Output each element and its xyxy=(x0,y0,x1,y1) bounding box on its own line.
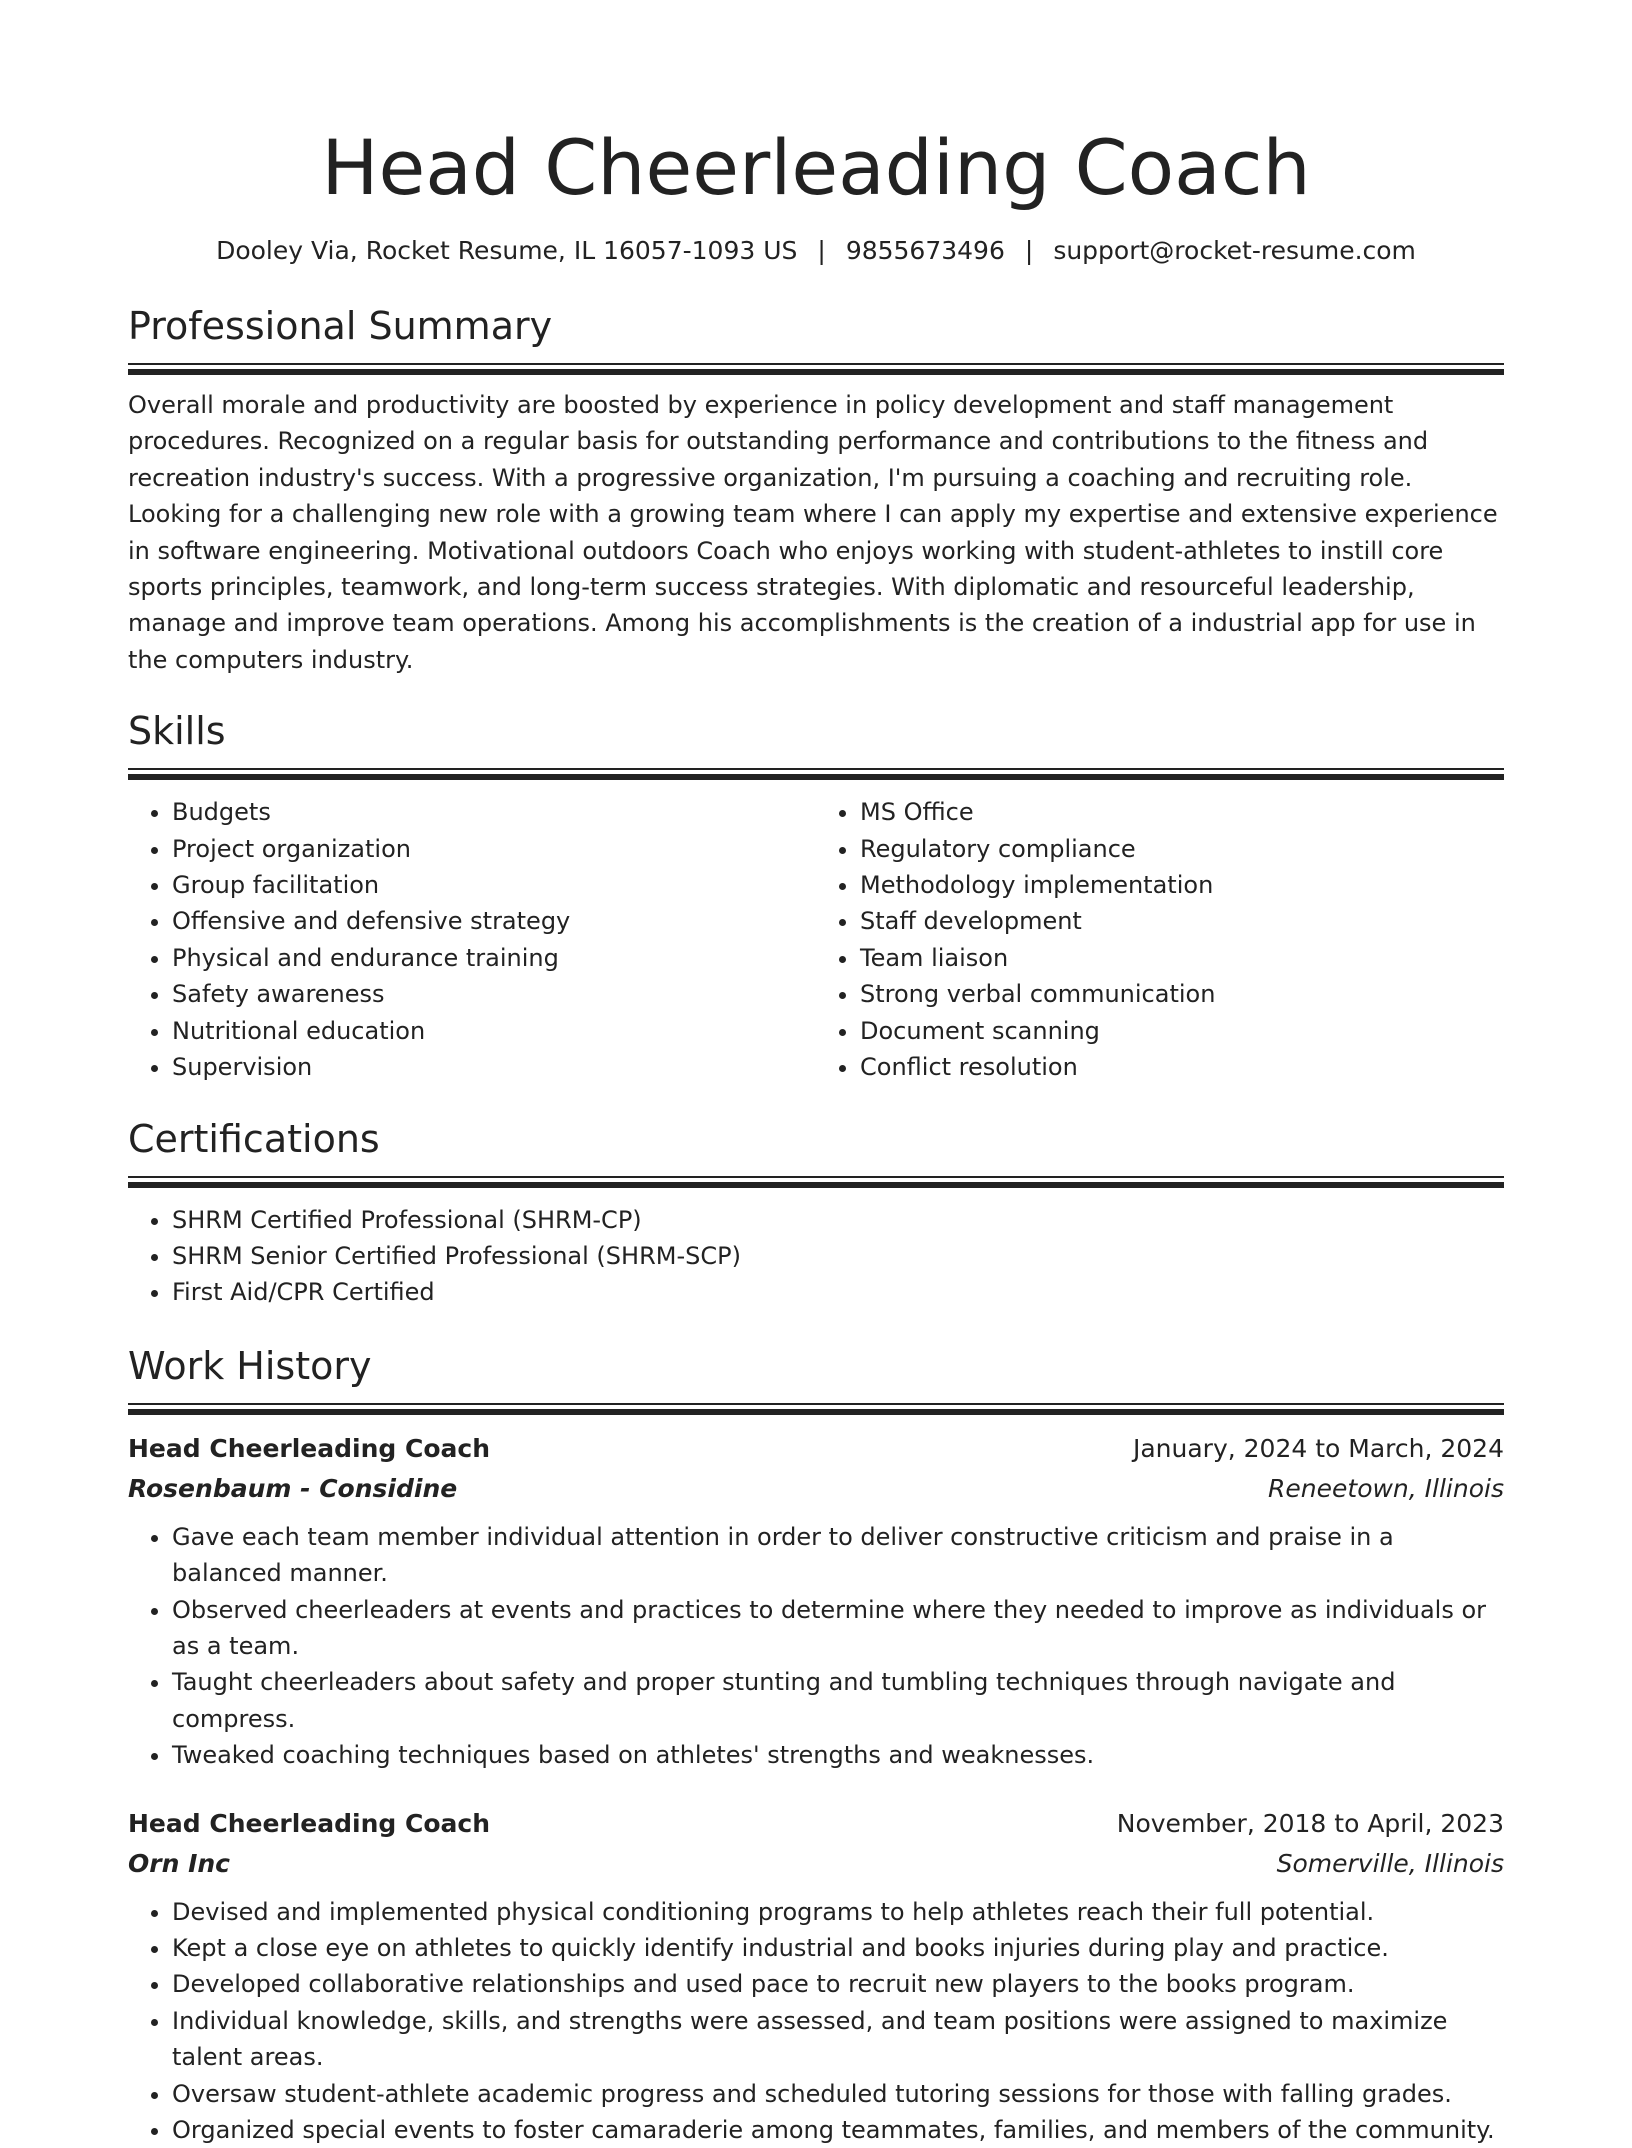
certifications-heading: Certifications xyxy=(128,1116,380,1161)
skill-item: • Conflict resolution xyxy=(860,1049,1504,1085)
certifications-list xyxy=(128,1202,1504,1311)
certification-item: • SHRM Certified Professional (SHRM-CP) xyxy=(172,1202,1504,1238)
job-bullet: • Devised and implemented physical conditioning programs to help athletes reach their full potential. xyxy=(172,1894,1504,1930)
summary-heading: Professional Summary xyxy=(128,304,553,348)
work-history-section xyxy=(128,1341,1504,2148)
job-bullet: • Gave each team member individual attention in order to deliver constructive criticism and praise in a balanced manner. xyxy=(172,1519,1504,1592)
skills-list-left xyxy=(128,794,816,1085)
job-title: Head Cheerleading Coach xyxy=(128,1433,490,1463)
skills-heading: Skills xyxy=(128,709,226,754)
skill-item: • Strong verbal communication xyxy=(860,976,1504,1012)
job-title: Head Cheerleading Coach xyxy=(128,1808,490,1838)
contact-separator: | xyxy=(1024,236,1034,265)
section-divider xyxy=(128,1403,1504,1415)
resume-page xyxy=(128,0,1504,2148)
skill-item: • Physical and endurance training xyxy=(172,940,816,976)
skills-columns xyxy=(128,794,1504,1085)
skill-item: • Group facilitation xyxy=(172,867,816,903)
contact-address: Dooley Via, Rocket Resume, IL 16057-1093 US xyxy=(216,236,798,265)
skill-item: • MS Office xyxy=(860,794,1504,830)
skill-item: • Project organization xyxy=(172,831,816,867)
skill-item: • Supervision xyxy=(172,1049,816,1085)
job-bullet: • Taught cheerleaders about safety and proper stunting and tumbling techniques through navigate and compress. xyxy=(172,1664,1504,1737)
skill-item: • Staff development xyxy=(860,903,1504,939)
contact-email[interactable]: support@rocket-resume.com xyxy=(1053,236,1416,265)
job-bullet: • Kept a close eye on athletes to quickly identify industrial and books injuries during play and practice. xyxy=(172,1930,1504,1966)
job-bullets xyxy=(128,1519,1504,1774)
job-bullet: • Oversaw student-athlete academic progress and scheduled tutoring sessions for those with falling grades. xyxy=(172,2076,1504,2112)
job-dates: November, 2018 to April, 2023 xyxy=(1116,1808,1504,1838)
certification-item: • First Aid/CPR Certified xyxy=(172,1274,1504,1310)
job-company: Orn Inc xyxy=(128,1848,231,1878)
certification-item: • SHRM Senior Certified Professional (SHRM-SCP) xyxy=(172,1238,1504,1274)
job-bullet: • Individual knowledge, skills, and strengths were assessed, and team positions were assigned to maximize talent areas. xyxy=(172,2003,1504,2076)
job-bullet: • Tweaked coaching techniques based on athletes' strengths and weaknesses. xyxy=(172,1737,1504,1773)
job-entry xyxy=(128,1429,1504,1774)
section-divider xyxy=(128,1176,1504,1188)
section-divider xyxy=(128,363,1504,375)
skill-item: • Nutritional education xyxy=(172,1013,816,1049)
skills-list-right xyxy=(816,794,1504,1085)
skills-section xyxy=(128,706,1504,1085)
job-company: Rosenbaum - Considine xyxy=(128,1473,458,1503)
work-history-heading: Work History xyxy=(128,1343,372,1388)
skill-item: • Regulatory compliance xyxy=(860,831,1504,867)
skill-item: • Document scanning xyxy=(860,1013,1504,1049)
job-location: Somerville, Illinois xyxy=(1276,1848,1504,1878)
contact-phone: 9855673496 xyxy=(845,236,1005,265)
job-entry xyxy=(128,1804,1504,2148)
job-bullet: • Developed collaborative relationships and used pace to recruit new players to the books program. xyxy=(172,1966,1504,2002)
skill-item: • Team liaison xyxy=(860,940,1504,976)
skill-item: • Methodology implementation xyxy=(860,867,1504,903)
contact-separator: | xyxy=(817,236,826,265)
skill-item: • Budgets xyxy=(172,794,816,830)
job-header xyxy=(128,1804,1504,1844)
summary-section xyxy=(128,301,1504,678)
job-subheader xyxy=(128,1469,1504,1509)
skill-item: • Safety awareness xyxy=(172,976,816,1012)
job-location: Reneetown, Illinois xyxy=(1268,1473,1504,1503)
job-bullet: • Organized special events to foster camaraderie among teammates, families, and members of the community. xyxy=(172,2112,1504,2148)
certifications-section xyxy=(128,1114,1504,1311)
job-header xyxy=(128,1429,1504,1469)
job-bullets xyxy=(128,1894,1504,2148)
skill-item: • Offensive and defensive strategy xyxy=(172,903,816,939)
resume-name: Head Cheerleading Coach xyxy=(321,123,1311,212)
job-dates: January, 2024 to March, 2024 xyxy=(1132,1433,1504,1463)
summary-text: Overall morale and productivity are boosted by experience in policy development and staff management procedures. Recognized on a regular basis for outstanding performance and contributions to the fitness and recreation industry's success. With a progressive organization, I'm pursuing a coaching and recruiting role. Looking for a challenging new role with a growing team where I can apply my expertise and extensive experience in software engineering. Motivational outdoors Coach who enjoys working with student-athletes to instill core sports principles, teamwork, and long-term success strategies. With diplomatic and resourceful leadership, manage and improve team operations. Among his accomplishments is the creation of a industrial app for use in the computers industry. xyxy=(128,391,1498,674)
section-divider xyxy=(128,768,1504,780)
contact-line xyxy=(128,234,1504,268)
job-subheader xyxy=(128,1844,1504,1884)
job-bullet: • Observed cheerleaders at events and practices to determine where they needed to improve as individuals or as a team. xyxy=(172,1592,1504,1665)
